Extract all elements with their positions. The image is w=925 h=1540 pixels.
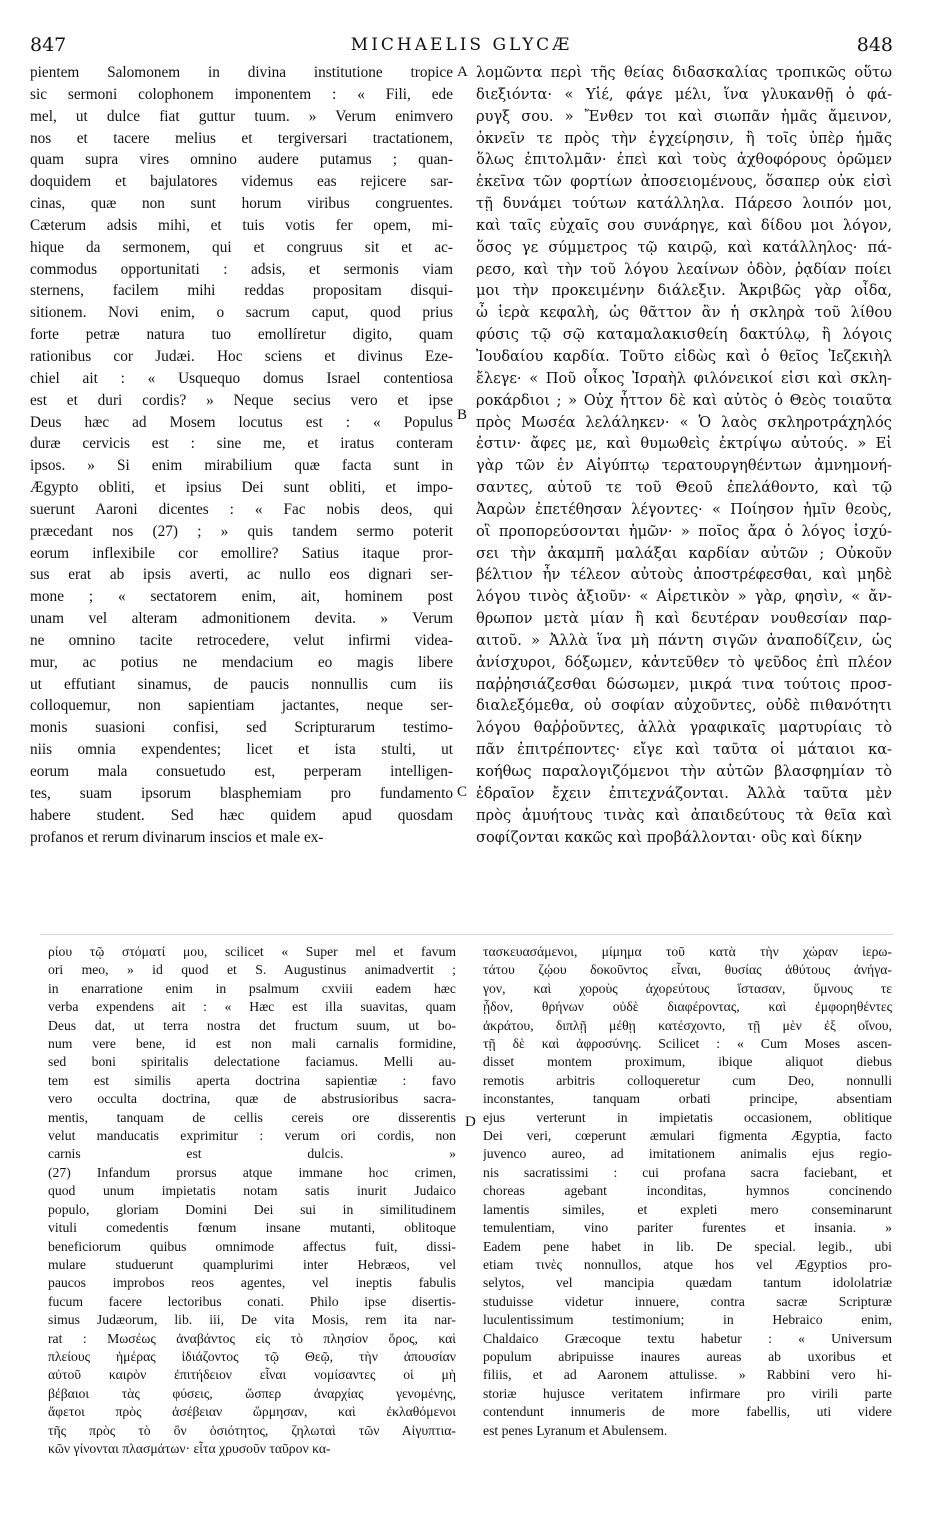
- latin-line: est et duri cordis? » Neque secius vero et ipse: [30, 391, 453, 409]
- footnote-left-line: ἄφετοι πρὸς ἀσέβειαν ὥρμησαν, καὶ ἐκλαθόμενοι: [48, 1404, 456, 1420]
- greek-line: ἑδραῖον ἔχειν ἐπιτεχνάζονται. Ἀλλὰ ταῦτα μὲν: [476, 784, 892, 802]
- latin-line: Deus hæc ad Mosem locutus est : « Populus: [30, 413, 453, 431]
- latin-line: sic sermoni colophonem imponentem : « Fili, ede: [30, 85, 453, 103]
- greek-line: σοφίζονται κακῶς καὶ προβάλλονται· οὓς καὶ δίκην: [476, 828, 863, 846]
- footnote-left-line: vituli comedentis fœnum insane mutanti, oblitoque: [48, 1220, 456, 1236]
- latin-line: ipsos. » Si enim mirabilium quæ facta sunt in: [30, 457, 453, 475]
- footnote-left-line: ρίου τῷ στόματί μου, scilicet « Super mel et favum: [48, 944, 456, 959]
- latin-line: suerunt Aaroni dicentes : « Fac nobis deos, qui: [30, 500, 453, 518]
- footnote-left-line: πλείους ἡμέρας ἰδιάζοντος τῷ Θεῷ, τὴν ἀπουσίαν: [48, 1348, 456, 1364]
- page-number-left: 847: [30, 34, 67, 56]
- footnote-right-line: disset montem proximum, ibique aliquot diebus: [483, 1054, 892, 1070]
- greek-line: ἔλεγε· « Ποῦ οἶκος Ἰσραὴλ φιλόνεικοί εἰσι καὶ σκλη-: [476, 369, 892, 387]
- latin-line: eorum inflexibile cor emollire? Satius itaque pror-: [30, 544, 453, 562]
- footnote-right-line: Dei veri, cœperunt æmulari figmenta Ægyptia, facto: [483, 1128, 892, 1144]
- footnote-right-line: contendunt innumeris de more fabellis, uti videre: [483, 1404, 892, 1420]
- greek-line: ὅλως ἐπιτολμᾶν· ἐπεὶ καὶ τοὺς ἀχθοφόρους ὁρῶμεν: [476, 151, 892, 169]
- page-header: [30, 34, 893, 60]
- latin-line: sus erat ab ipsis averti, ac nullo eos dignari ser-: [30, 566, 453, 584]
- greek-line: λομῶντα περὶ τῆς θείας διδασκαλίας τροπικῶς οὕτω: [476, 64, 892, 81]
- footnote-left-line: vero occulta doctrina, quæ de abstrusioribus sacra-: [48, 1091, 456, 1107]
- footnote-right-line: selytos, vel mancipia quædam tantum idololatriæ: [483, 1275, 892, 1291]
- footnote-separator: [40, 934, 893, 935]
- greek-line: πρὸς Μωσέα λελάληκεν· « Ὁ λαὸς σκληροτράχηλός: [476, 413, 892, 431]
- footnote-left-line: Deus dat, ut terra nostra det fructum suum, ut bo-: [48, 1017, 456, 1033]
- latin-line: duræ cervicis est : sine me, et iratus conteram: [30, 435, 453, 453]
- latin-line: sitionem. Novi enim, o sacrum caput, quod prius: [30, 304, 453, 322]
- latin-line: doquidem et bajulatores videmus eas rejicere sar-: [30, 173, 453, 191]
- greek-line: οἳ προπορεύσονται ἡμῶν· » ποῖος ἄρα ὁ λόγος ἰσχύ-: [476, 522, 892, 540]
- footnote-left-line: mentis, tanquam de cellis cereis ore disserentis: [48, 1109, 456, 1125]
- footnote-left-line: paucos improbos reos agentes, vel ineptis fabulis: [48, 1275, 456, 1291]
- footnote-right-line: choreas agebant inconditas, hymnos concinendo: [483, 1183, 892, 1199]
- greek-line: ἀνίσχυροι, δόξωμεν, κἀντεῦθεν τὸ ψεῦδος ἐπὶ πλέον: [476, 653, 892, 671]
- section-marker-a: A: [457, 64, 468, 80]
- greek-line: μοι τὴν προκειμένην διάλεξιν. Ἀκριβῶς γὰρ οἶδα,: [476, 282, 892, 300]
- latin-line: monis suasioni confisi, sed Scripturarum testimo-: [30, 719, 453, 737]
- footnote-right-line: ἀκράτου, διπλῇ μέθῃ κατέσχοντο, τῇ μὲν ἐξ οἴνου,: [483, 1017, 892, 1033]
- latin-line: mur, ac potius ne mendacium eo magis libere: [30, 653, 453, 671]
- footnote-left-line: fucum facere lectoribus conati. Philo ipse disertis-: [48, 1293, 456, 1309]
- footnote-right-line: τῇ δὲ καὶ ἀφροσύνης. Scilicet : « Cum Moses ascen-: [483, 1036, 892, 1052]
- footnote-right-line: ejus verterunt in impietatis occasionem, oblitique: [483, 1109, 892, 1125]
- running-title: MICHAELIS GLYCÆ: [350, 35, 573, 55]
- latin-line: tes, suam ipsorum blasphemiam pro fundamento: [30, 784, 453, 802]
- greek-line: διαλεξόμεθα, οὐ σοφίαν αὐχοῦντες, οὐδὲ πιθανότητι: [476, 697, 892, 715]
- footnote-left-line: populo, gloriam Domini Dei sui in similitudinem: [48, 1201, 456, 1217]
- greek-line: λόγου τινὸς ἀξιοῦν· « Αἱρετικὸν » γὰρ, φησὶν, « ἄν-: [476, 588, 892, 606]
- latin-line: eorum mala consuetudo est, perperam intelligen-: [30, 763, 453, 780]
- latin-text-column: [30, 62, 453, 848]
- latin-line: nos et tacere melius et tergiversari tractationem,: [30, 129, 453, 147]
- footnote-left-line: simus Judæorum, lib. iii, De vita Mosis, rem ita nar-: [48, 1312, 456, 1328]
- footnote-left-line: sed boni spiritalis delectatione faciamus. Melli au-: [48, 1054, 456, 1070]
- footnote-right-line: luculentissimum testimonium; in Hebraico enim,: [483, 1312, 892, 1328]
- latin-line: pientem Salomonem in divina institutione tropice: [30, 64, 453, 81]
- section-marker-b: B: [457, 407, 468, 423]
- footnote-left-line: αὐτοῦ καιρὸν ἐπιτήδειον εἶναι νομίσαντες οἱ μὴ: [48, 1367, 456, 1383]
- greek-line: σει τὴν ἀκαμπῆ μαλάξαι καρδίαν αὐτῶν ; Οὐκοῦν: [476, 544, 892, 562]
- latin-line: commodus opportunitati : adsis, et sermonis viam: [30, 260, 453, 278]
- footnote-left-line: beneficiorum quibus omnimode affectus fuit, dissi-: [48, 1238, 456, 1254]
- greek-line: ἐκεῖνα τῶν φορτίων ἀποσειομένους, ὅσαπερ οὐκ εἰσὶ: [476, 173, 892, 191]
- greek-line: αιτοῦ. » Ἀλλὰ ἵνα μὴ πάντη σιγῶν ἀναποδίζειν, ὡς: [476, 631, 892, 649]
- greek-line: ὀκνεῖν τε πρὸς τὴν ἐγχείρησιν, ἢ τοῖς ὑπὲρ ἡμᾶς: [476, 129, 892, 147]
- latin-line: quam supra vires omnino audere putamus ; quan-: [30, 151, 453, 169]
- footnote-right-line: Chaldaico Græcoque textu habetur : « Universum: [483, 1330, 892, 1346]
- greek-line: γὰρ τῶν ἐν Αἰγύπτῳ τερατουργηθέντων ἀμνημονή-: [476, 457, 892, 475]
- footnote-left-line: tem est similis aperta doctrina sapientiæ : favo: [48, 1072, 456, 1088]
- footnote-left-line: velut manducatis exprimitur : verum ori cordis, non: [48, 1128, 456, 1144]
- latin-line: Ægypto obliti, et ipsius Dei sunt obliti, et impo-: [30, 479, 453, 497]
- greek-line: ὦ ἱερὰ κεφαλὴ, ὡς θᾶττον ἂν ἡ σκληρὰ τοῦ λίθου: [476, 304, 892, 322]
- section-marker-d: D: [465, 1114, 476, 1130]
- footnote-right-line: remotis arbitris colloqueretur cum Deo, nonnulli: [483, 1072, 892, 1088]
- latin-line: sternens, facilem mihi reddas propositam disqui-: [30, 282, 453, 300]
- latin-line: colloquemur, non sapientiam jactantes, neque ser-: [30, 697, 453, 715]
- latin-line: habere student. Sed hæc quidem apud quosdam: [30, 806, 453, 824]
- latin-line: cinas, quæ non sunt horum viribus congruentes.: [30, 195, 453, 213]
- footnote-left-line: num vere bene, id est non mali carnalis formidine,: [48, 1036, 456, 1052]
- footnote-right-line: inconstantes, tanquam orbati principe, absentiam: [483, 1091, 892, 1107]
- latin-line: mel, ut dulce fiat guttur tuum. » Verum enimvero: [30, 107, 453, 125]
- footnote-left-line: (27) Infandum prorsus atque immane hoc crimen,: [48, 1164, 456, 1180]
- footnote-column-right: [483, 943, 892, 1440]
- greek-text-column: [476, 62, 892, 848]
- greek-line: καὶ ταῖς εὐχαῖς σου συνάρηγε, καὶ δίδου μοι λόγον,: [476, 216, 892, 234]
- footnote-left-line: quod unum impietatis notam satis inurit Judaico: [48, 1183, 456, 1199]
- latin-line: forte petræ natura tuo emollíretur digito, quam: [30, 326, 453, 344]
- greek-line: θρωπον μετὰ μίαν ἢ καὶ δευτέραν νουθεσίαν παρ-: [476, 610, 892, 628]
- greek-line: πᾶν ἐπιτρέποντες· εἴγε καὶ ταῦτα οἱ μάταιοι κα-: [476, 741, 892, 759]
- greek-line: ροκάρδιοι ; » Οὐχ ἧττον δὲ καὶ αὐτὸς ὁ Θεὸς τοιαῦτα: [476, 391, 892, 409]
- footnote-right-line: populum abripuisse inaures aureas ab uxoribus et: [483, 1348, 892, 1364]
- latin-line: niis omnia expendentes; licet et ista stulti, ut: [30, 741, 453, 759]
- latin-line: ne omnino tacite retrocedere, velut infirmi videa-: [30, 631, 453, 649]
- greek-line: σαντες, αὐτοῦ τε τοῦ Θεοῦ ἐπελάθοντο, καὶ τῷ: [476, 479, 892, 497]
- greek-line: Ἰουδαίου καρδία. Τοῦτο εἰδὼς καὶ ὁ θεῖος Ἰεζεκιὴλ: [476, 347, 892, 365]
- footnote-left-line: βέβαιοι τὰς φύσεις, ὥσπερ ἀναρχίας γενομένης,: [48, 1385, 456, 1401]
- footnote-right-line: nis sacratissimi : cui profana sacra faciebant, et: [483, 1164, 892, 1180]
- greek-line: ὅσος γε σύμμετρος τῷ καιρῷ, καὶ κατάλληλος· πά-: [476, 238, 892, 256]
- footnote-left-line: τῆς πρὸς τὸ ὂν ὁσιότητος, ζηλωταὶ τῶν Αἰγυπτια-: [48, 1422, 456, 1438]
- footnote-right-line: lamentis similes, et expleti mero conseminarunt: [483, 1201, 892, 1217]
- greek-line: τῇ δυνάμει τούτων κατάλληλα. Πάρεσο λοιπόν μοι,: [476, 195, 892, 213]
- footnote-right-line: est penes Lyranum et Abulensem.: [483, 1422, 668, 1438]
- greek-line: ἐστιν· ἄφες με, καὶ θυμωθεὶς ἐκτρίψω αὐτούς. » Εἰ: [476, 435, 892, 453]
- footnote-column-left: [48, 943, 456, 1458]
- footnote-right-line: Eadem pene habet in lib. De special. legib., ubi: [483, 1238, 892, 1254]
- greek-line: παῤῥησιάζεσθαι δώσωμεν, μικρά τινα τούτοις προσ-: [476, 675, 892, 693]
- greek-line: διεξιόντα· « Υἱέ, φάγε μέλι, ἵνα γλυκανθῇ ὁ φά-: [476, 85, 892, 103]
- footnote-right-line: τάτου ζῴου δοκοῦντος εἶναι, θυσίας ἀθύτους ἀνήγα-: [483, 962, 892, 978]
- latin-line: hique da sermonem, qui et congruus sit et ac-: [30, 238, 453, 256]
- footnote-right-line: studuisse videtur innuere, contra sacræ Scripturæ: [483, 1293, 892, 1309]
- footnote-right-line: storiæ hujusce veritatem infirmare pro virili parte: [483, 1385, 892, 1401]
- footnote-right-line: etiam τινὲς nonnullos, atque hos vel Ægyptios pro-: [483, 1256, 892, 1272]
- footnote-right-line: temulentiam, vino pariter furentes et insania. »: [483, 1220, 892, 1236]
- latin-line: præcedant nos (27) ; » quis tandem sermo poterit: [30, 522, 453, 540]
- latin-line: rationibus cor Judæi. Hoc sciens et divinus Eze-: [30, 347, 453, 365]
- page-number-right: 848: [856, 34, 893, 56]
- greek-line: φύσις τῷ σῷ καταμαλακισθείη δακτύλῳ, ἢ λόγοις: [476, 326, 892, 344]
- greek-line: ρεσο, καὶ τὴν τοῦ λόγου λεαίνων ὁδὸν, ῥᾳδίαν ποίει: [476, 260, 892, 278]
- footnote-right-line: filiis, et ad Aaronem attulisse. » Rabbini vero hi-: [483, 1367, 892, 1383]
- latin-line: ut effutiant sinamus, de paucis nonnullis cum iis: [30, 675, 453, 693]
- latin-line: profanos et rerum divinarum inscios et male ex-: [30, 828, 324, 846]
- greek-line: λόγου θαῤῥοῦντες, ἀλλὰ γραφικαῖς μαρτυρίαις τὸ: [476, 719, 892, 737]
- footnote-right-line: juvenco aureo, ad imitationem animalis ejus regio-: [483, 1146, 892, 1162]
- footnote-right-line: ᾖδον, θρήνων οὐδὲ διαφέροντας, καὶ ἐμφορηθέντες: [483, 999, 892, 1015]
- latin-line: unam vel alteram admonitionem devita. » Verum: [30, 610, 453, 628]
- footnote-left-line: κῶν γίνονται πλασμάτων· εἶτα χρυσοῦν ταῦρον κα-: [48, 1440, 331, 1456]
- footnote-right-line: τασκευασάμενοι, μίμημα τοῦ κατὰ τὴν χώραν ἱερω-: [483, 944, 892, 959]
- section-marker-c: C: [457, 784, 468, 800]
- footnote-left-line: in enarratione enim in psalmum cxviii eadem hæc: [48, 980, 456, 996]
- latin-line: Cæterum adsis mihi, et tuis votis fer opem, mi-: [30, 216, 453, 234]
- greek-line: βέλτιον ἦν τέλεον αὐτοὺς ἀποστρέφεσθαι, καὶ μηδὲ: [476, 566, 892, 584]
- footnote-left-line: carnis est dulcis. »: [48, 1146, 456, 1162]
- footnote-right-line: γον, καὶ χοροὺς ἀχορεύτους ἵστασαν, ὕμνους τε: [483, 980, 892, 996]
- footnote-left-line: ori meo, » id quod et S. Augustinus animadvertit ;: [48, 962, 456, 978]
- greek-line: πρὸς ἀμυήτους τινὰς καὶ ἀπαιδεύτους τὰ θεῖα καὶ: [476, 806, 892, 824]
- latin-line: mone ; « sectatorem enim, ait, hominem post: [30, 588, 453, 606]
- latin-line: chiel ait : « Usquequo domus Israel contentiosa: [30, 369, 453, 387]
- footnote-left-line: rat : Μωσέως ἀναβάντος εἰς τὸ πλησίον ὄρος, καὶ: [48, 1330, 456, 1346]
- footnote-left-line: mulare studuerunt quamplurimi inter Hebræos, vel: [48, 1256, 456, 1272]
- greek-line: ρυγξ σου. » Ἔνθεν τοι καὶ σιωπᾶν ἡμᾶς ἄμεινον,: [476, 107, 892, 125]
- greek-line: κοήθως παραλογιζόμενοι τὴν αὐτῶν βλασφημίαν τὸ: [476, 763, 892, 780]
- footnote-left-line: verba expendens ait : « Hæc est illa suavitas, quam: [48, 999, 456, 1015]
- greek-line: Ἀαρὼν ἐπετέθησαν λέγοντες· « Ποίησον ἡμῖν θεοὺς,: [476, 500, 892, 518]
